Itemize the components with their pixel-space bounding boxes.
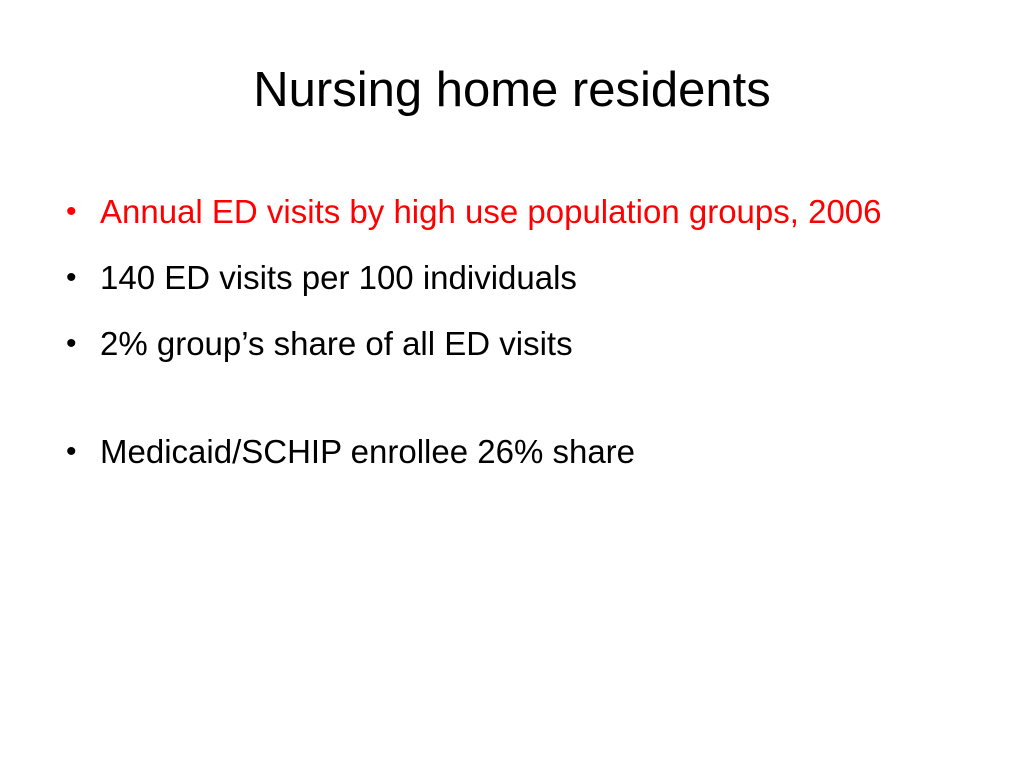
bullet-text: Annual ED visits by high use population groups, 2006 — [100, 193, 882, 230]
bullet-list — [62, 190, 942, 496]
bullet-text: Medicaid/SCHIP enrollee 26% share — [100, 433, 636, 470]
slide-title: Nursing home residents — [253, 63, 771, 117]
bullet-item — [62, 256, 942, 300]
bullet-text: 140 ED visits per 100 individuals — [100, 259, 577, 296]
bullet-item — [62, 190, 942, 234]
bullet-text: 2% group’s share of all ED visits — [100, 325, 573, 362]
bullet-icon: • — [66, 435, 77, 468]
bullet-icon: • — [66, 261, 77, 294]
bullet-icon: • — [66, 195, 77, 228]
bullet-item — [62, 322, 942, 366]
bullet-icon: • — [66, 327, 77, 360]
bullet-item — [62, 430, 942, 474]
